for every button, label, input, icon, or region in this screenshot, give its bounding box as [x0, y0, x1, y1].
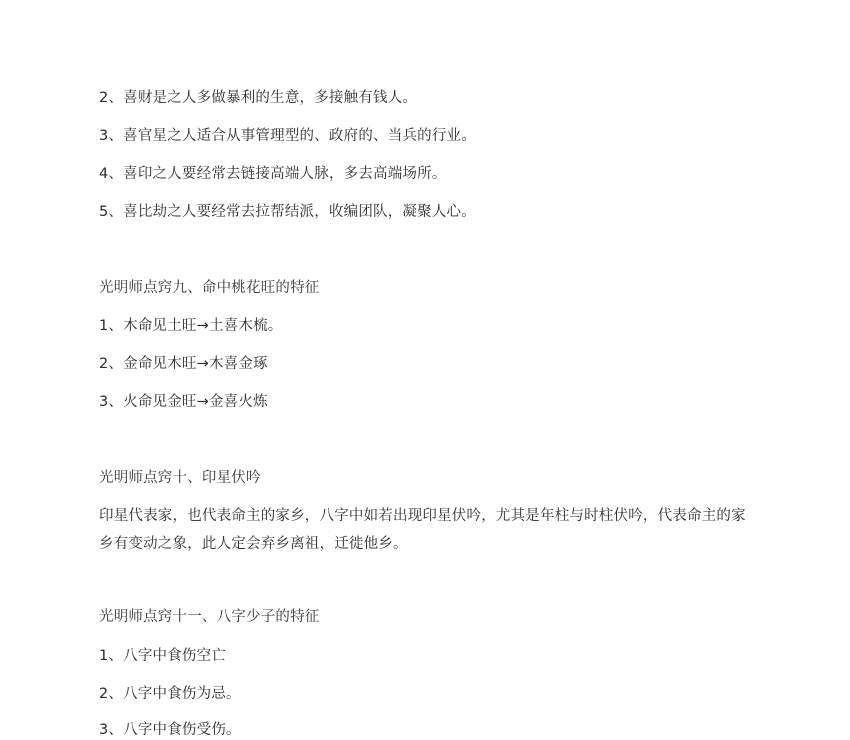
list-item: 1、八字中食伤空亡: [99, 648, 227, 664]
list-item: 5、喜比劫之人要经常去拉帮结派，收编团队，凝聚人心。: [99, 204, 476, 220]
list-item: 4、喜印之人要经常去链接高端人脉，多去高端场所。: [99, 166, 447, 182]
list-item: 2、金命见木旺→木喜金琢: [99, 356, 268, 372]
paragraph: 印星代表家，也代表命主的家乡，八字中如若出现印星伏吟，尤其是年柱与时柱伏吟，代表命主的家乡有变动之象，此人定会弃乡离祖，迁徙他乡。: [99, 508, 746, 552]
list-item: 1、木命见土旺→土喜木梳。: [99, 318, 283, 334]
section-heading: 光明师点窍十一、八字少子的特征: [99, 609, 320, 625]
list-item: 2、喜财是之人多做暴利的生意，多接触有钱人。: [99, 90, 418, 106]
list-item: 3、火命见金旺→金喜火炼: [99, 394, 268, 410]
list-item: 2、八字中食伤为忌。: [99, 686, 241, 702]
list-item: 3、喜官星之人适合从事管理型的、政府的、当兵的行业。: [99, 128, 476, 144]
list-item: 3、八字中食伤受伤。: [99, 722, 241, 738]
section-heading: 光明师点窍十、印星伏吟: [99, 470, 261, 486]
section-heading: 光明师点窍九、命中桃花旺的特征: [99, 280, 320, 296]
